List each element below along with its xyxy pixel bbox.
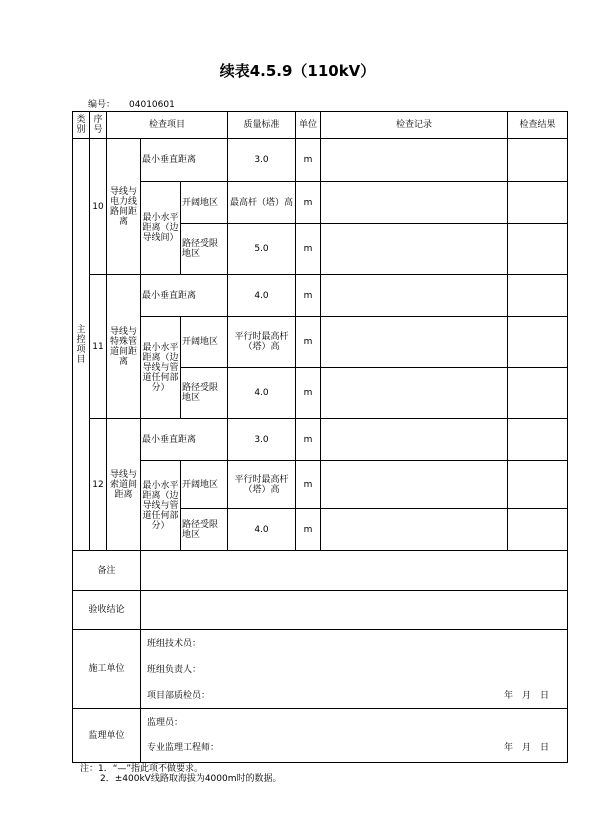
horizontal-label: 最小水平距离（边导线与管道任何部分） [141, 317, 181, 419]
result-cell[interactable] [508, 139, 568, 182]
note-1: 注：1．“—”指此项不做要求。 [80, 764, 204, 774]
open-area-label: 开阔地区 [181, 461, 228, 509]
header-result: 检查结果 [508, 112, 568, 139]
vertical-label: 最小垂直距离 [141, 275, 228, 317]
open-area-label: 开阔地区 [181, 182, 228, 224]
code-value: 04010601 [129, 100, 175, 110]
group-name: 导线与特殊管道间距离 [107, 275, 141, 419]
open-area-standard: 平行时最高杆（塔）高 [228, 461, 296, 509]
vertical-standard: 3.0 [228, 139, 296, 182]
form-code [88, 97, 175, 110]
page-title: 续表4.5.9（110kV） [219, 62, 376, 80]
unit-cell: m [296, 224, 321, 275]
inspection-table [72, 111, 568, 763]
group-seq: 12 [90, 419, 107, 551]
supervisor-label: 监理员： [147, 718, 184, 728]
supervision-date: 年 月 日 [504, 743, 550, 753]
result-cell[interactable] [508, 224, 568, 275]
record-cell[interactable] [321, 275, 508, 317]
result-cell[interactable] [508, 419, 568, 461]
table-row [73, 461, 568, 509]
supervision-signature-area[interactable] [141, 709, 568, 763]
remarks-field[interactable] [141, 551, 568, 591]
supervision-engineer-label: 专业监理工程师： [147, 743, 220, 753]
unit-cell: m [296, 368, 321, 419]
open-area-standard: 平行时最高杆（塔）高 [228, 317, 296, 368]
unit-cell: m [296, 461, 321, 509]
construction-row [73, 630, 568, 709]
restricted-standard: 5.0 [228, 224, 296, 275]
header-category: 类别 [73, 112, 90, 139]
record-cell[interactable] [321, 509, 508, 551]
header-seq: 序号 [90, 112, 107, 139]
record-cell[interactable] [321, 317, 508, 368]
acceptance-row [73, 591, 568, 630]
unit-cell: m [296, 182, 321, 224]
table-row [73, 182, 568, 224]
group-name: 导线与电力线路间距离 [107, 139, 141, 275]
horizontal-label: 最小水平距离（边导线间） [141, 182, 181, 275]
table-row [73, 317, 568, 368]
result-cell[interactable] [508, 182, 568, 224]
construction-label: 施工单位 [73, 630, 141, 709]
record-cell[interactable] [321, 419, 508, 461]
remarks-label: 备注 [73, 551, 141, 591]
record-cell[interactable] [321, 368, 508, 419]
table-row [73, 275, 568, 317]
table-row [73, 419, 568, 461]
header-item: 检查项目 [107, 112, 228, 139]
vertical-standard: 4.0 [228, 275, 296, 317]
unit-cell: m [296, 317, 321, 368]
construction-signature-area[interactable] [141, 630, 568, 709]
record-cell[interactable] [321, 224, 508, 275]
result-cell[interactable] [508, 317, 568, 368]
construction-inspector-label: 项目部质检员： [147, 691, 211, 701]
open-area-standard: 最高杆（塔）高 [228, 182, 296, 224]
vertical-label: 最小垂直距离 [141, 139, 228, 182]
record-cell[interactable] [321, 139, 508, 182]
group-name: 导线与索道间距离 [107, 419, 141, 551]
restricted-label: 路径受限地区 [181, 224, 228, 275]
record-cell[interactable] [321, 182, 508, 224]
restricted-label: 路径受限地区 [181, 509, 228, 551]
restricted-standard: 4.0 [228, 368, 296, 419]
header-standard: 质量标准 [228, 112, 296, 139]
footnotes [80, 764, 282, 784]
acceptance-field[interactable] [141, 591, 568, 630]
result-cell[interactable] [508, 509, 568, 551]
vertical-standard: 3.0 [228, 419, 296, 461]
construction-date: 年 月 日 [504, 691, 550, 701]
header-record: 检查记录 [321, 112, 508, 139]
unit-cell: m [296, 275, 321, 317]
header-unit: 单位 [296, 112, 321, 139]
note-2: 2．±400kV线路取海拔为4000m时的数据。 [100, 774, 282, 784]
unit-cell: m [296, 139, 321, 182]
table-row [73, 139, 568, 182]
header-row [73, 112, 568, 139]
acceptance-label: 验收结论 [73, 591, 141, 630]
supervision-row [73, 709, 568, 763]
code-label: 编号： [88, 100, 116, 110]
vertical-label: 最小垂直距离 [141, 419, 228, 461]
unit-cell: m [296, 419, 321, 461]
category-main: 主控项目 [73, 139, 90, 551]
group-seq: 10 [90, 139, 107, 275]
unit-cell: m [296, 509, 321, 551]
restricted-standard: 4.0 [228, 509, 296, 551]
result-cell[interactable] [508, 368, 568, 419]
remarks-row [73, 551, 568, 591]
construction-tech-label: 班组技术员： [147, 639, 202, 649]
restricted-label: 路径受限地区 [181, 368, 228, 419]
result-cell[interactable] [508, 275, 568, 317]
horizontal-label: 最小水平距离（边导线与管道任何部分） [141, 461, 181, 551]
supervision-label: 监理单位 [73, 709, 141, 763]
group-seq: 11 [90, 275, 107, 419]
construction-leader-label: 班组负责人： [147, 665, 202, 675]
result-cell[interactable] [508, 461, 568, 509]
open-area-label: 开阔地区 [181, 317, 228, 368]
record-cell[interactable] [321, 461, 508, 509]
